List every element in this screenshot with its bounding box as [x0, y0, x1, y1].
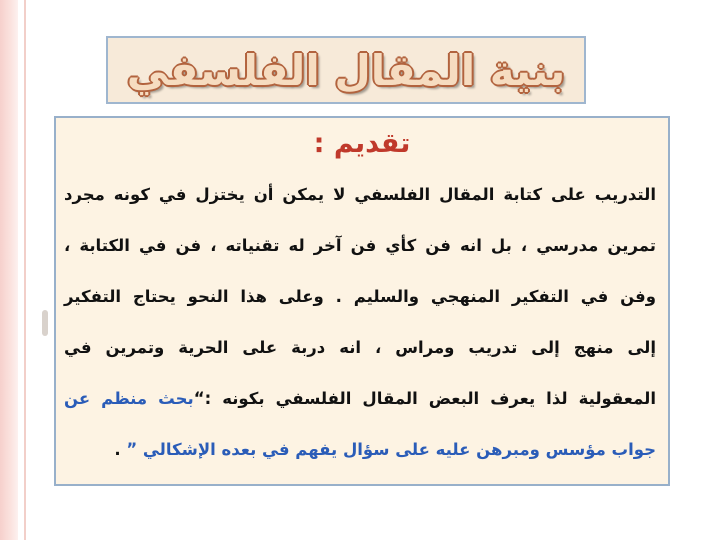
- title-banner: [106, 36, 586, 104]
- paragraph-line-3: [64, 282, 656, 333]
- line-text: وفن في التفكير المنهجي والسليم . وعلى هذا النحو يحتاج التفكير: [64, 287, 656, 306]
- paragraph-line-4: [64, 333, 656, 384]
- line-text: التدريب على كتابة المقال الفلسفي لا يمكن أن يختزل في كونه مجرد: [64, 185, 656, 204]
- highlighted-definition-start: بحث منظم عن: [64, 389, 194, 408]
- content-box: [54, 116, 670, 486]
- line-tail: .: [114, 440, 127, 459]
- line-text: إلى منهج إلى تدريب ومراس ، انه دربة على الحرية وتمرين في: [64, 338, 656, 357]
- section-heading: تقديم :: [313, 128, 411, 159]
- paragraph-line-2: [64, 231, 656, 282]
- left-decorative-stripe: [0, 0, 18, 540]
- paragraph: [64, 180, 656, 486]
- paragraph-line-1: [64, 180, 656, 231]
- line-text: المعقولية لذا يعرف البعض المقال الفلسفي بكونه :“: [193, 389, 656, 408]
- highlighted-definition-end: جواب مؤسس ومبرهن عليه على سؤال يفهم في بعده الإشكالي ”: [126, 440, 656, 459]
- left-decorative-mark: [42, 310, 48, 336]
- paragraph-line-5: [64, 384, 656, 435]
- paragraph-line-6: [64, 435, 656, 486]
- slide-title: بنية المقال الفلسفي: [126, 45, 566, 95]
- line-text: تمرين مدرسي ، بل انه فن كأي فن آخر له تقنياته ، فن في الكتابة ،: [64, 236, 656, 255]
- left-decorative-line: [24, 0, 26, 540]
